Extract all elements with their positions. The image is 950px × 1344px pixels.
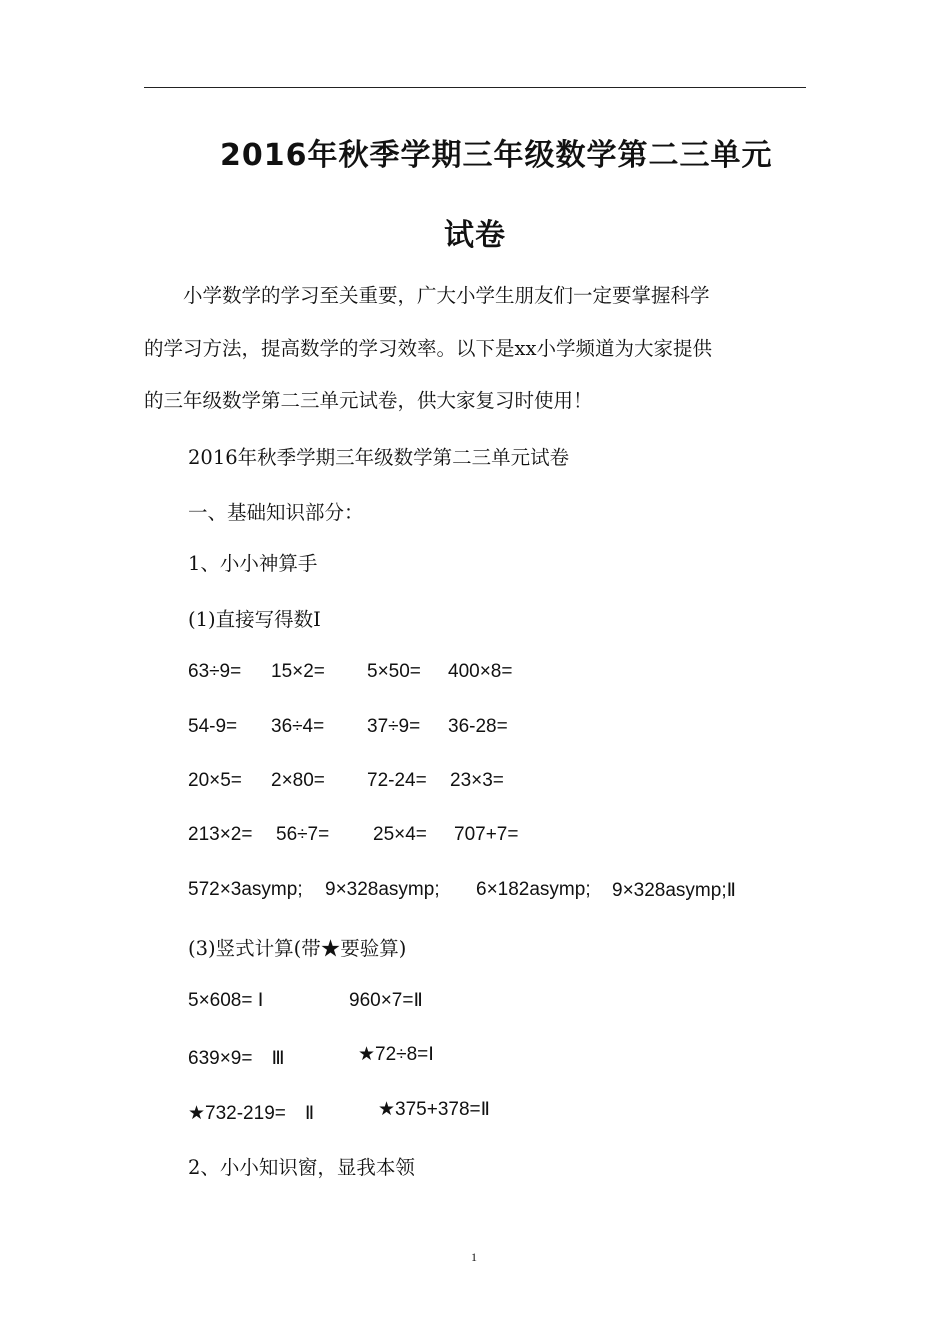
header-rule [144,87,806,88]
problem: 72-24= [367,770,427,791]
sub-heading-1: (1)直接写得数Ⅰ [188,608,321,631]
vertical-problem: ★375+378=Ⅱ [378,1099,490,1120]
page-number: 1 [471,1250,477,1264]
problem: 23×3= [450,770,504,791]
problem: 572×3asymp; [188,879,303,900]
item-heading-2: 2、小小知识窗，显我本领 [188,1156,415,1179]
problem: 56÷7= [276,824,330,845]
intro-line-1: 小学数学的学习至关重要，广大小学生朋友们一定要掌握科学 [144,284,710,307]
problem: 5×50= [367,661,421,682]
vertical-problem: ★732-219= Ⅱ [188,1103,315,1124]
problem: 6×182asymp; [476,879,591,900]
vertical-problem: 639×9= Ⅲ [188,1048,285,1069]
intro-line-2: 的学习方法，提高数学的学习效率。以下是xx小学频道为大家提供 [144,337,712,360]
problem: 54-9= [188,716,238,737]
vertical-problem: 5×608= Ⅰ [188,990,264,1011]
problem: 9×328asymp;Ⅱ [612,880,736,901]
vertical-problem: ★72÷8=Ⅰ [358,1044,434,1065]
problem: 9×328asymp; [325,879,440,900]
document-title-line2: 试卷 [444,218,506,253]
problem: 63÷9= [188,661,242,682]
problem: 2×80= [271,770,325,791]
problem: 20×5= [188,770,242,791]
problem: 400×8= [448,661,513,682]
item-heading-1: 1、小小神算手 [188,552,318,575]
sub-heading-3: (3)竖式计算(带★要验算) [188,937,407,960]
document-title-line1: 2016年秋季学期三年级数学第二三单元 [220,138,773,173]
subtitle: 2016年秋季学期三年级数学第二三单元试卷 [188,446,570,469]
problem: 15×2= [271,661,325,682]
problem: 36-28= [448,716,508,737]
section-heading: 一、基础知识部分： [188,501,364,524]
problem: 213×2= [188,824,253,845]
vertical-problem: 960×7=Ⅱ [349,990,423,1011]
problem: 36÷4= [271,716,325,737]
problem: 707+7= [454,824,519,845]
problem: 25×4= [373,824,427,845]
problem: 37÷9= [367,716,421,737]
intro-line-3: 的三年级数学第二三单元试卷，供大家复习时使用！ [144,389,593,412]
